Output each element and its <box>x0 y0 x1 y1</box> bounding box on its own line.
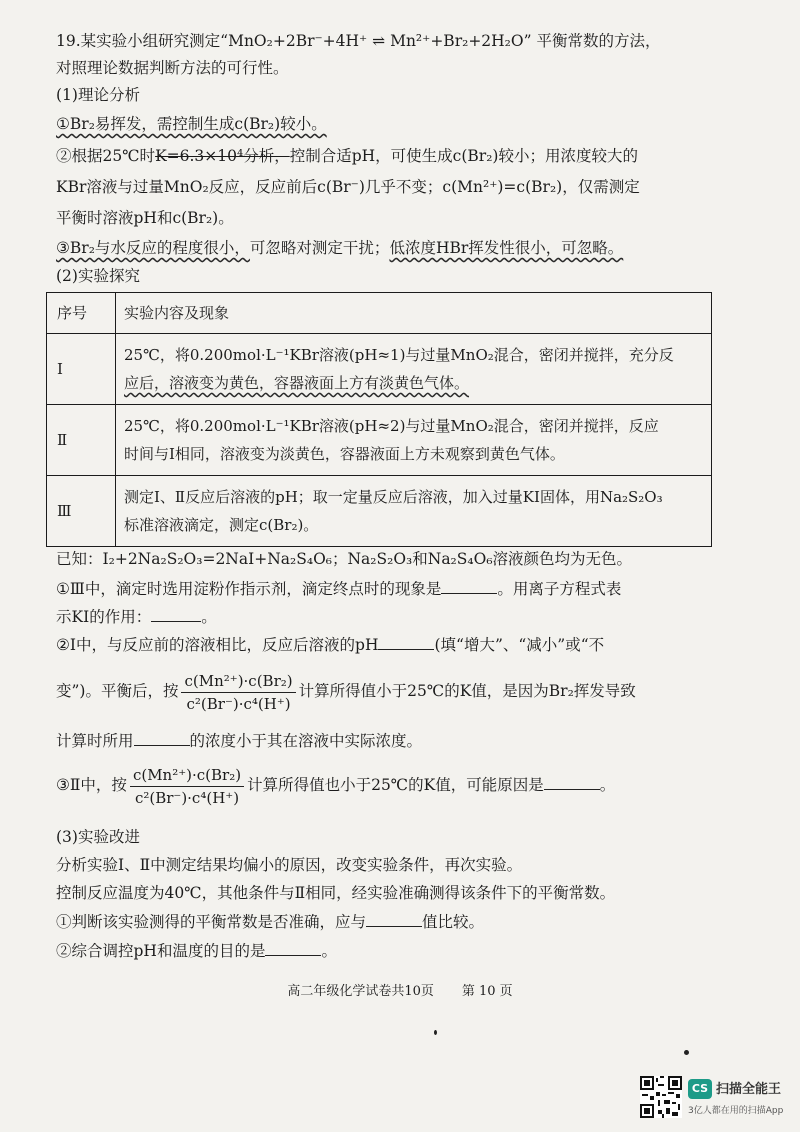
row-content-line1: 25℃，将0.200mol·L⁻¹KBr溶液(pH≈2)与过量MnO₂混合，密闭并搅拌，反应 <box>124 417 659 435</box>
row-content-line2: 应后，溶液变为黄色，容器液面上方有淡黄色气体。 <box>124 374 470 392</box>
q2-2-text-e: 计算时所用 <box>56 732 134 750</box>
answer-blank[interactable] <box>378 634 434 650</box>
qr-code-icon <box>640 1076 682 1118</box>
scanner-brand-name: 扫描全能王 <box>716 1082 782 1097</box>
q2-1-text-d: 。 <box>201 608 217 626</box>
scanner-logo-badge: CS <box>688 1079 712 1099</box>
q2-2-text-a: ②Ⅰ中，与反应前的溶液相比，反应后溶液的pH <box>56 636 379 654</box>
footer-total-pages: 高二年级化学试卷共10页 <box>287 984 434 999</box>
q2-2-text-d: 计算所得值小于25℃的K值，是因为Br₂挥发导致 <box>298 682 636 700</box>
q2-1-line1 <box>56 578 621 600</box>
point3-part-a: ③Br₂与水反应的程度很小， <box>56 239 250 257</box>
scan-speck <box>684 1050 689 1055</box>
row-number: Ⅰ <box>47 334 116 405</box>
part1-point2-line2: KBr溶液与过量MnO₂反应，反应前后c(Br⁻)几乎不变；c(Mn²⁺)=c(Br₂)，仅需测定 <box>56 178 640 196</box>
q2-2-line1 <box>56 634 604 656</box>
part1-point3 <box>56 237 623 259</box>
answer-blank[interactable] <box>134 730 190 746</box>
q2-1-text-b: 。用离子方程式表 <box>497 580 622 598</box>
row-content-line1: 测定Ⅰ、Ⅱ反应后溶液的pH；取一定量反应后溶液，加入过量KI固体，用Na₂S₂O₃ <box>124 488 663 506</box>
header-cell-number: 序号 <box>47 293 116 334</box>
row-content-line2: 标准溶液滴定，测定c(Br₂)。 <box>124 516 319 534</box>
part3-q2-text-a: ②综合调控pH和温度的目的是 <box>56 942 266 960</box>
page-footer <box>0 980 800 999</box>
row-content-line1: 25℃，将0.200mol·L⁻¹KBr溶液(pH≈1)与过量MnO₂混合，密闭并搅拌，充分反 <box>124 346 674 364</box>
answer-blank[interactable] <box>366 911 422 927</box>
scan-speck <box>434 1030 437 1035</box>
point2-rest: 控制合适pH，可使生成c(Br₂)较小；用浓度较大的 <box>289 147 638 165</box>
q2-3-text-a: ③Ⅱ中，按 <box>56 776 127 794</box>
equilibrium-fraction <box>130 765 244 808</box>
part3-q1-text-b: 值比较。 <box>422 913 485 931</box>
q2-1-line2 <box>56 606 217 628</box>
question-intro-line1: 19.某实验小组研究测定“MnO₂+2Br⁻+4H⁺ ⇌ Mn²⁺+Br₂+2H₂O” 平衡常数的方法， <box>56 32 661 50</box>
part1-point1: ①Br₂易挥发，需控制生成c(Br₂)较小。 <box>56 115 327 133</box>
q2-1-text-a: ①Ⅲ中，滴定时选用淀粉作指示剂，滴定终点时的现象是 <box>56 580 442 598</box>
equilibrium-fraction <box>181 671 295 714</box>
part3-q2-text-b: 。 <box>321 942 337 960</box>
row-content-line2: 时间与Ⅰ相同，溶液变为淡黄色，容器液面上方未观察到黄色气体。 <box>124 445 565 463</box>
q2-2-line2 <box>56 666 636 716</box>
row-content <box>116 334 712 405</box>
q2-3-text-b: 计算所得值也小于25℃的K值，可能原因是 <box>247 776 544 794</box>
fraction-numerator: c(Mn²⁺)·c(Br₂) <box>130 765 244 787</box>
experiment-table <box>46 292 712 547</box>
part3-line1: 分析实验Ⅰ、Ⅱ中测定结果均偏小的原因，改变实验条件，再次实验。 <box>56 856 523 874</box>
point2-prefix: ②根据25℃时 <box>56 147 156 165</box>
row-content <box>116 476 712 547</box>
q2-2-text-c: 变”)。平衡后，按 <box>56 682 179 700</box>
table-header-row <box>47 293 712 334</box>
header-cell-content: 实验内容及现象 <box>116 293 712 334</box>
answer-blank[interactable] <box>544 774 600 790</box>
answer-blank[interactable] <box>441 578 497 594</box>
part3-title: (3)实验改进 <box>56 828 140 846</box>
row-number: Ⅲ <box>47 476 116 547</box>
part3-q1-text-a: ①判断该实验测得的平衡常数是否准确，应与 <box>56 913 367 931</box>
fraction-numerator: c(Mn²⁺)·c(Br₂) <box>181 671 295 693</box>
scanner-slogan: 3亿人都在用的扫描App <box>688 1106 784 1116</box>
fraction-denominator: c²(Br⁻)·c⁴(H⁺) <box>186 694 291 713</box>
point3-part-c: 低浓度HBr挥发性很小，可忽略。 <box>389 239 624 257</box>
part3-q2 <box>56 940 337 962</box>
row-content <box>116 405 712 476</box>
part1-point2-line3: 平衡时溶液pH和c(Br₂)。 <box>56 209 234 227</box>
answer-blank[interactable] <box>265 940 321 956</box>
footer-page-number: 第 10 页 <box>461 984 513 999</box>
table-row <box>47 476 712 547</box>
point2-struck-text: K=6.3×10⁴分析， <box>155 147 290 165</box>
q2-2-line3 <box>56 730 422 752</box>
question-intro-line2: 对照理论数据判断方法的可行性。 <box>56 59 289 77</box>
part1-point2-line1 <box>56 145 638 167</box>
table-row <box>47 405 712 476</box>
known-info: 已知：I₂+2Na₂S₂O₃=2NaI+Na₂S₄O₆；Na₂S₂O₃和Na₂S₄O₆溶液颜色均为无色。 <box>56 550 633 568</box>
part1-title: (1)理论分析 <box>56 86 140 104</box>
answer-blank[interactable] <box>151 606 201 622</box>
q2-1-text-c: 示KI的作用： <box>56 608 152 626</box>
q2-2-text-f: 的浓度小于其在溶液中实际浓度。 <box>189 732 423 750</box>
q2-2-text-b: (填“增大”、“减小”或“不 <box>434 636 605 654</box>
row-number: Ⅱ <box>47 405 116 476</box>
table-row <box>47 334 712 405</box>
q2-3-text-c: 。 <box>599 776 616 794</box>
point3-part-b: 可忽略对测定干扰； <box>249 239 390 257</box>
part3-line2: 控制反应温度为40℃，其他条件与Ⅱ相同，经实验准确测得该条件下的平衡常数。 <box>56 884 616 902</box>
fraction-denominator: c²(Br⁻)·c⁴(H⁺) <box>134 788 240 807</box>
part2-title: (2)实验探究 <box>56 267 140 285</box>
q2-3-line <box>56 760 615 810</box>
part3-q1 <box>56 911 484 933</box>
